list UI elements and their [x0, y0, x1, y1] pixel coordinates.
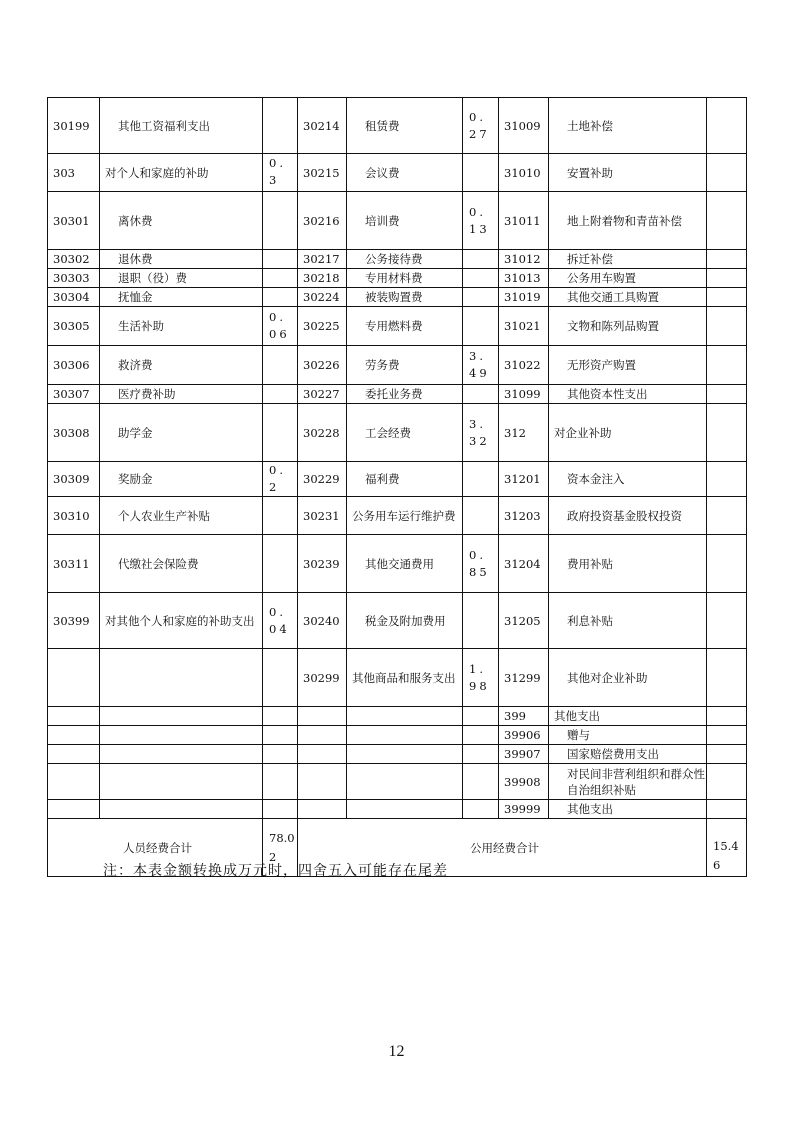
- item-name: 专用燃料费: [347, 307, 463, 346]
- item-name: 资本金注入: [549, 462, 707, 497]
- amount-cell: [463, 269, 499, 288]
- item-code: 30216: [298, 192, 347, 250]
- item-code: [298, 726, 347, 745]
- table-row: [48, 745, 747, 764]
- item-name: 生活补助: [100, 307, 263, 346]
- item-code: 30311: [48, 535, 100, 593]
- item-name: 其他对企业补助: [549, 649, 707, 707]
- amount-cell: 0.06: [263, 307, 298, 346]
- item-code: 30303: [48, 269, 100, 288]
- item-name: 对企业补助: [549, 404, 707, 462]
- amount-cell: [707, 250, 747, 269]
- table-row: [48, 154, 747, 192]
- amount-cell: [463, 497, 499, 535]
- amount-cell: [463, 462, 499, 497]
- item-code: [298, 800, 347, 819]
- item-code: 30399: [48, 593, 100, 649]
- item-code: 31201: [499, 462, 549, 497]
- item-name: 其他交通费用: [347, 535, 463, 593]
- amount-cell: [263, 288, 298, 307]
- item-code: 30299: [298, 649, 347, 707]
- amount-cell: [707, 269, 747, 288]
- amount-cell: [263, 404, 298, 462]
- footnote: 注：本表金额转换成万元时，四舍五入可能存在尾差: [103, 863, 448, 879]
- item-name: 抚恤金: [100, 288, 263, 307]
- item-name: 劳务费: [347, 346, 463, 385]
- amount-cell: 1.98: [463, 649, 499, 707]
- item-code: 30307: [48, 385, 100, 404]
- item-name: 其他商品和服务支出: [347, 649, 463, 707]
- item-code: 30218: [298, 269, 347, 288]
- item-code: 31205: [499, 593, 549, 649]
- item-name: 医疗费补助: [100, 385, 263, 404]
- item-name: 对其他个人和家庭的补助支出: [100, 593, 263, 649]
- item-name: 退休费: [100, 250, 263, 269]
- item-name: 公务用车运行维护费: [347, 497, 463, 535]
- amount-cell: [463, 250, 499, 269]
- amount-cell: [707, 154, 747, 192]
- item-code: 31012: [499, 250, 549, 269]
- table-row: [48, 707, 747, 726]
- public-total-value: 15.46: [707, 819, 747, 877]
- table-row: [48, 269, 747, 288]
- item-code: [298, 745, 347, 764]
- item-name: 工会经费: [347, 404, 463, 462]
- personnel-total-value: 78.02: [263, 819, 298, 877]
- amount-cell: [463, 726, 499, 745]
- item-name: [347, 726, 463, 745]
- item-name: [347, 800, 463, 819]
- table-row: [48, 385, 747, 404]
- table-row: [48, 98, 747, 154]
- item-name: [100, 726, 263, 745]
- table-row: [48, 346, 747, 385]
- item-name: 退职（役）费: [100, 269, 263, 288]
- amount-cell: [707, 307, 747, 346]
- amount-cell: [707, 288, 747, 307]
- item-code: 30217: [298, 250, 347, 269]
- item-name: [347, 707, 463, 726]
- item-code: 30199: [48, 98, 100, 154]
- table-row: [48, 649, 747, 707]
- item-code: 31019: [499, 288, 549, 307]
- amount-cell: [263, 745, 298, 764]
- amount-cell: [463, 745, 499, 764]
- item-name: 利息补贴: [549, 593, 707, 649]
- table-row: [48, 726, 747, 745]
- item-code: 30305: [48, 307, 100, 346]
- item-code: 31009: [499, 98, 549, 154]
- item-code: 399: [499, 707, 549, 726]
- item-name: 其他交通工具购置: [549, 288, 707, 307]
- item-name: 救济费: [100, 346, 263, 385]
- item-code: 31013: [499, 269, 549, 288]
- item-code: 30227: [298, 385, 347, 404]
- item-name: 政府投资基金股权投资: [549, 497, 707, 535]
- amount-cell: 0.2: [263, 462, 298, 497]
- public-total-label: 公用经费合计: [298, 819, 707, 877]
- item-name: 费用补贴: [549, 535, 707, 593]
- item-name: 对个人和家庭的补助: [100, 154, 263, 192]
- amount-cell: [707, 707, 747, 726]
- amount-cell: [263, 250, 298, 269]
- item-code: 312: [499, 404, 549, 462]
- item-name: [347, 764, 463, 800]
- item-name: 拆迁补偿: [549, 250, 707, 269]
- item-code: 30302: [48, 250, 100, 269]
- item-code: 30308: [48, 404, 100, 462]
- item-code: 30226: [298, 346, 347, 385]
- item-code: 30239: [298, 535, 347, 593]
- table-row: [48, 593, 747, 649]
- item-name: [100, 764, 263, 800]
- amount-cell: [707, 593, 747, 649]
- amount-cell: [463, 800, 499, 819]
- amount-cell: [463, 707, 499, 726]
- item-code: 30229: [298, 462, 347, 497]
- amount-cell: [707, 462, 747, 497]
- amount-cell: 3.49: [463, 346, 499, 385]
- item-name: 个人农业生产补贴: [100, 497, 263, 535]
- item-code: [48, 745, 100, 764]
- item-code: [48, 726, 100, 745]
- amount-cell: [263, 764, 298, 800]
- item-code: [298, 707, 347, 726]
- amount-cell: [707, 764, 747, 800]
- item-name: 对民间非营利组织和群众性自治组织补贴: [549, 764, 707, 800]
- item-name: [100, 707, 263, 726]
- item-code: 31022: [499, 346, 549, 385]
- item-code: 30231: [298, 497, 347, 535]
- amount-cell: [463, 385, 499, 404]
- item-name: 其他资本性支出: [549, 385, 707, 404]
- item-name: 委托业务费: [347, 385, 463, 404]
- item-code: 39906: [499, 726, 549, 745]
- item-name: [347, 745, 463, 764]
- item-code: 30306: [48, 346, 100, 385]
- item-name: 公务用车购置: [549, 269, 707, 288]
- item-name: 地上附着物和青苗补偿: [549, 192, 707, 250]
- table-row: [48, 288, 747, 307]
- table-body: [48, 98, 747, 877]
- amount-cell: [463, 288, 499, 307]
- amount-cell: [707, 346, 747, 385]
- amount-cell: 0.27: [463, 98, 499, 154]
- amount-cell: [707, 745, 747, 764]
- table-row: [48, 535, 747, 593]
- item-name: [100, 745, 263, 764]
- amount-cell: [463, 307, 499, 346]
- personnel-total-label: 人员经费合计: [48, 819, 263, 877]
- table-row: [48, 497, 747, 535]
- table-row: [48, 307, 747, 346]
- item-name: 税金及附加费用: [347, 593, 463, 649]
- amount-cell: 0.3: [263, 154, 298, 192]
- item-code: 30214: [298, 98, 347, 154]
- item-code: 39907: [499, 745, 549, 764]
- item-code: 31099: [499, 385, 549, 404]
- item-code: 30240: [298, 593, 347, 649]
- amount-cell: [263, 649, 298, 707]
- item-code: 30301: [48, 192, 100, 250]
- item-name: 无形资产购置: [549, 346, 707, 385]
- amount-cell: [463, 593, 499, 649]
- item-code: 31010: [499, 154, 549, 192]
- amount-cell: [707, 98, 747, 154]
- item-code: 303: [48, 154, 100, 192]
- expenditure-table: [47, 97, 747, 877]
- item-name: 其他工资福利支出: [100, 98, 263, 154]
- item-code: 31021: [499, 307, 549, 346]
- item-code: 30228: [298, 404, 347, 462]
- item-name: 奖励金: [100, 462, 263, 497]
- amount-cell: [707, 192, 747, 250]
- amount-cell: [263, 269, 298, 288]
- item-name: 公务接待费: [347, 250, 463, 269]
- item-name: 助学金: [100, 404, 263, 462]
- amount-cell: [263, 385, 298, 404]
- table-row: [48, 764, 747, 800]
- item-code: 39999: [499, 800, 549, 819]
- amount-cell: [707, 385, 747, 404]
- item-code: 30215: [298, 154, 347, 192]
- item-name: 租赁费: [347, 98, 463, 154]
- amount-cell: [263, 800, 298, 819]
- amount-cell: [463, 154, 499, 192]
- page-number: 12: [388, 1043, 405, 1060]
- item-code: 30225: [298, 307, 347, 346]
- item-code: 30304: [48, 288, 100, 307]
- amount-cell: [263, 497, 298, 535]
- amount-cell: [263, 346, 298, 385]
- item-name: 文物和陈列品购置: [549, 307, 707, 346]
- item-name: 代缴社会保险费: [100, 535, 263, 593]
- amount-cell: 0.13: [463, 192, 499, 250]
- item-name: 培训费: [347, 192, 463, 250]
- item-code: [48, 707, 100, 726]
- item-code: 30310: [48, 497, 100, 535]
- item-name: [100, 800, 263, 819]
- item-code: [48, 800, 100, 819]
- item-code: 31204: [499, 535, 549, 593]
- item-code: 30224: [298, 288, 347, 307]
- table-row: [48, 404, 747, 462]
- amount-cell: [263, 707, 298, 726]
- amount-cell: [707, 649, 747, 707]
- item-code: 30309: [48, 462, 100, 497]
- item-name: 国家赔偿费用支出: [549, 745, 707, 764]
- item-code: 39908: [499, 764, 549, 800]
- item-code: 31203: [499, 497, 549, 535]
- table-row: [48, 250, 747, 269]
- amount-cell: [463, 764, 499, 800]
- item-code: 31299: [499, 649, 549, 707]
- amount-cell: [707, 404, 747, 462]
- item-name: 赠与: [549, 726, 707, 745]
- amount-cell: [707, 497, 747, 535]
- item-name: 其他支出: [549, 707, 707, 726]
- table-row: [48, 462, 747, 497]
- item-name: 会议费: [347, 154, 463, 192]
- amount-cell: [707, 800, 747, 819]
- amount-cell: [263, 98, 298, 154]
- item-code: 31011: [499, 192, 549, 250]
- amount-cell: [263, 726, 298, 745]
- item-code: [298, 764, 347, 800]
- amount-cell: 0.85: [463, 535, 499, 593]
- item-name: 福利费: [347, 462, 463, 497]
- item-name: [100, 649, 263, 707]
- item-name: 土地补偿: [549, 98, 707, 154]
- amount-cell: [707, 535, 747, 593]
- item-name: 专用材料费: [347, 269, 463, 288]
- item-name: 被装购置费: [347, 288, 463, 307]
- amount-cell: 3.32: [463, 404, 499, 462]
- amount-cell: [263, 535, 298, 593]
- item-name: 其他支出: [549, 800, 707, 819]
- item-name: 离休费: [100, 192, 263, 250]
- table-row: [48, 800, 747, 819]
- item-name: 安置补助: [549, 154, 707, 192]
- amount-cell: [263, 192, 298, 250]
- table-row: [48, 192, 747, 250]
- amount-cell: [707, 726, 747, 745]
- amount-cell: 0.04: [263, 593, 298, 649]
- item-code: [48, 649, 100, 707]
- item-code: [48, 764, 100, 800]
